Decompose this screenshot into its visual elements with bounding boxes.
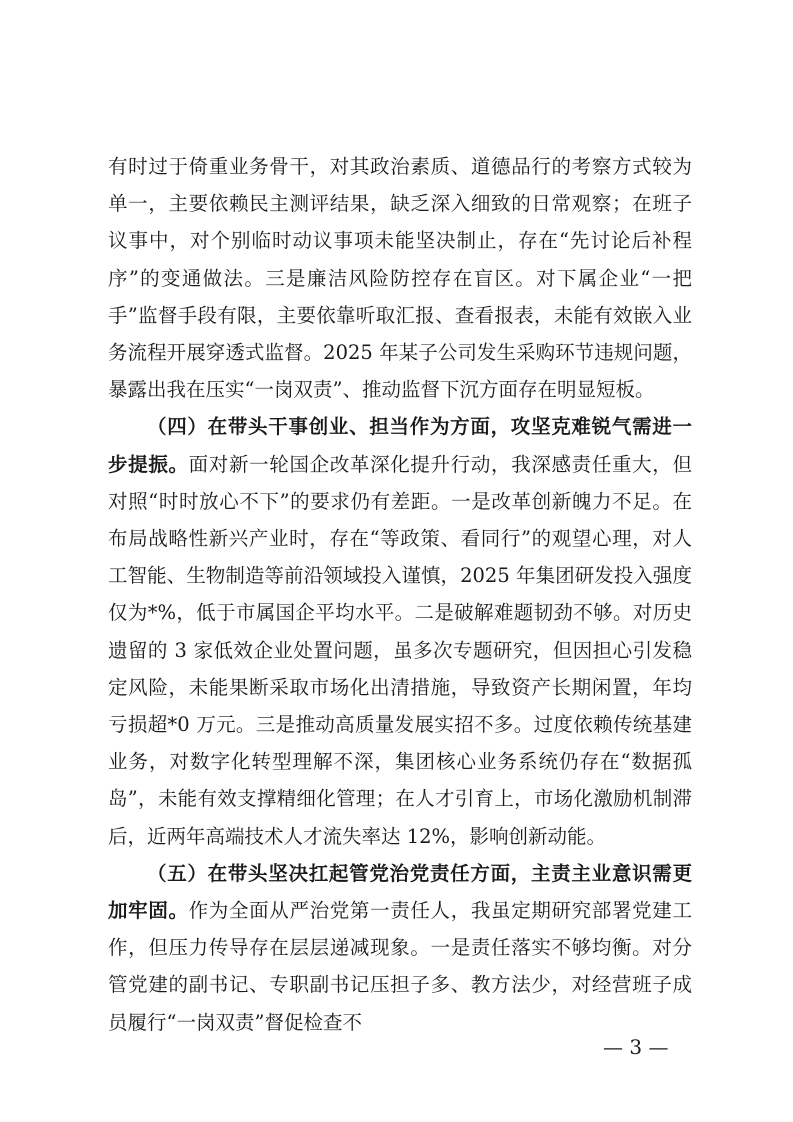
page-number: — 3 — — [603, 1035, 669, 1059]
paragraph-text: 有时过于倚重业务骨干，对其政治素质、道德品行的考察方式较为单一，主要依赖民主测评结果，缺乏深入细致的日常观察；在班子议事中，对个别临时动议事项未能坚决制止，存在“先讨论后补程序”的变通做法。三是廉洁风险防控存在盲区。对下属企业“一把手”监督手段有限，主要依靠听取汇报、查看报表，未能有效嵌入业务流程开展穿透式监督。2025 年某子公司发生采购环节违规问题，暴露出我在压实“一岗双责”、推动监督下沉方面存在明显短板。 — [108, 155, 692, 402]
paragraph-section-five — [108, 855, 692, 1041]
paragraph-continuation — [108, 148, 692, 408]
document-body — [108, 148, 692, 1041]
section-five-text: 作为全面从严治党第一责任人，我虽定期研究部署党建工作，但压力传导存在层层递减现象。一是责任落实不够均衡。对分管党建的副书记、专职副书记压担子多、教方法少，对经营班子成员履行“一岗双责”督促检查不 — [108, 899, 692, 1034]
section-four-heading: （四）在带头干事创业、担当作为方面，攻坚克难锐气需进一步提振。 — [108, 415, 692, 476]
section-five-heading: （五）在带头坚决扛起管党治党责任方面，主责主业意识需更加牢固。 — [108, 861, 692, 923]
paragraph-section-four — [108, 408, 692, 854]
section-four-text: 面对新一轮国企改革深化提升行动，我深感责任重大，但对照“时时放心不下”的要求仍有差距。一是改革创新魄力不足。在布局战略性新兴产业时，存在“等政策、看同行”的观望心理，对人工智能、生物制造等前沿领域投入谨慎，2025 年集团研发投入强度仅为*%，低于市属国企平均水平。二是破解难题韧劲不够。对历史遗留的 3 家低效企业处置问题，虽多次专题研究，但因担心引发稳定风险，未能果断采取市场化出清措施，导致资产长期闲置，年均亏损超*0 万元。三是推动高质量发展实招不多。过度依赖传统基建业务，对数字化转型理解不深，集团核心业务系统仍存在“数据孤岛”，未能有效支撑精细化管理；在人才引育上，市场化激励机制滞后，近两年高端技术人才流失率达 12%，影响创新动能。 — [108, 452, 692, 848]
